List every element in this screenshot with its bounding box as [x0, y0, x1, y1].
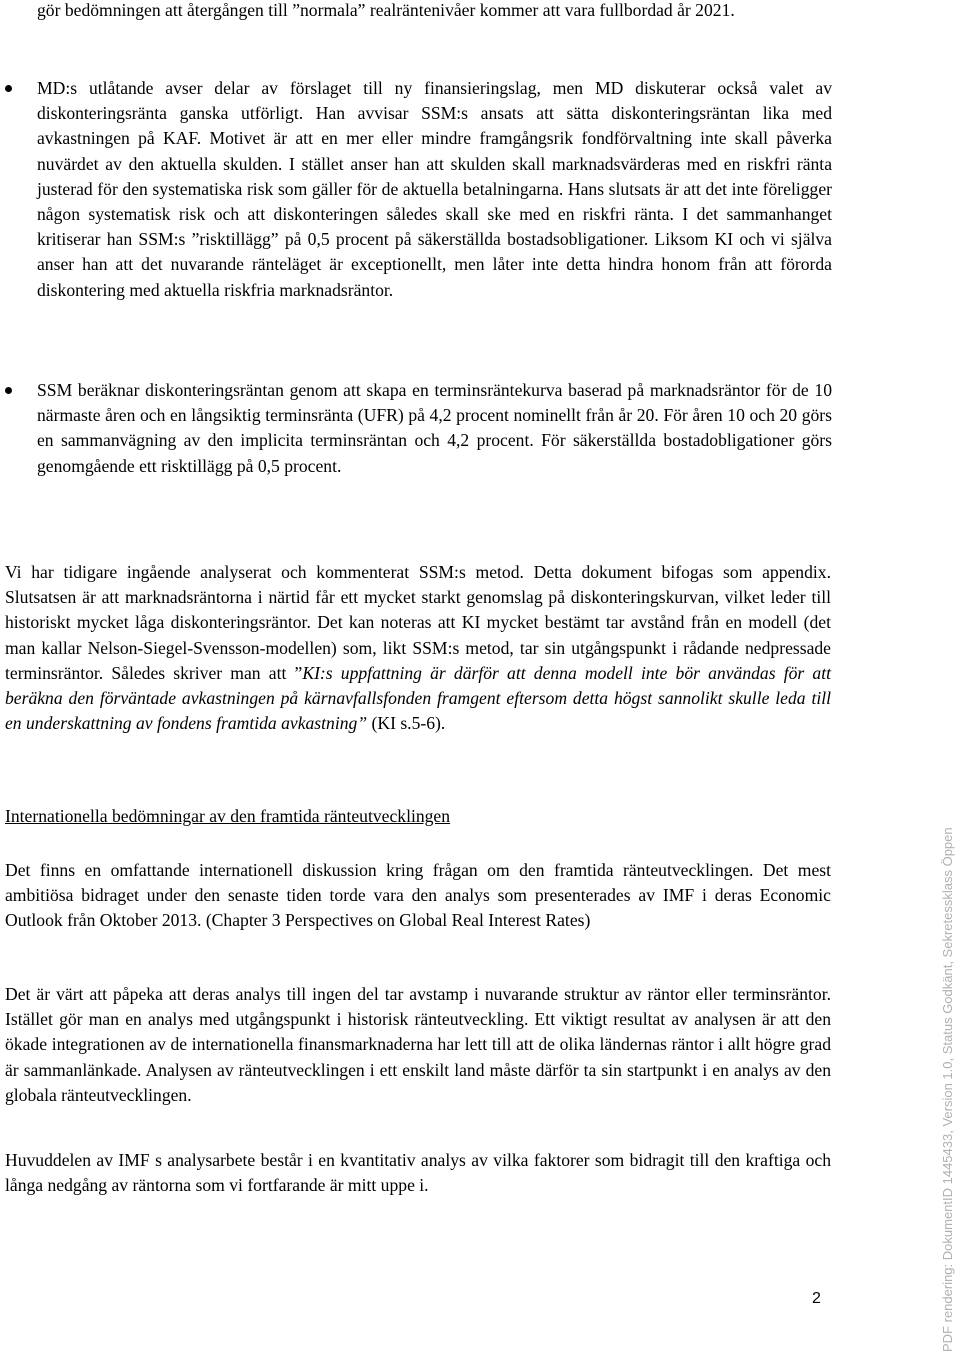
bullet-text: SSM beräknar diskonteringsräntan genom att skapa en terminsräntekurva baserad på marknadsräntor för de 10 närmaste åren och en långsiktig terminsränta (UFR) på 4,2 procent nominellt från år 20. För åren 10 och 20 görs en sammanvägning av den implicita terminsräntan och 4,2 procent. För säkerställda bostadobligationer görs genomgående ett risktillägg på 0,5 procent. — [37, 380, 832, 476]
paragraph-imf-main: Huvuddelen av IMF s analysarbete består i en kvantitativ analys av vilka faktorer som bidragit till den kraftiga och långa nedgång av räntorna som vi fortfarande är mitt uppe i. — [5, 1150, 831, 1196]
pdf-rendering-stamp: PDF rendering: DokumentID 1445433, Version 1.0, Status Godkänt, Sekretessklass Öppen — [940, 827, 955, 1352]
bullet-item-md — [37, 76, 832, 303]
paragraph-tail: (KI s.5-6). — [367, 713, 446, 734]
paragraph-imf-analysis: Det är värt att påpeka att deras analys till ingen del tar avstamp i nuvarande struktur av räntor eller terminsräntor. Istället gör man en analys med utgångspunkt i historisk ränteutveckling. Ett viktigt resultat av analysen är att den ökade integrationen av de internationella finansmarknaderna har lett till att de olika ländernas räntor i allt högre grad är sammanlänkade. Analysen av ränteutvecklingen i ett enskilt land måste därför ta sin startpunkt i en analys av den globala ränteutvecklingen. — [5, 984, 831, 1105]
paragraph-imf-intro: Det finns en omfattande internationell diskussion kring frågan om den framtida ränteutvecklingen. Det mest ambitiösa bidraget under den senaste tiden torde vara den analys som presenterades av IMF i deras Economic Outlook från Oktober 2013. (Chapter 3 Perspectives on Global Real Interest Rates) — [5, 860, 831, 931]
section-heading: Internationella bedömningar av den framtida ränteutvecklingen — [5, 806, 451, 826]
bullet-text: gör bedömningen att återgången till ”normala” realräntenivåer kommer att vara fullbordad år 2021. — [37, 0, 735, 20]
bullet-text: MD:s utlåtande avser delar av förslaget till ny finansieringslag, men MD diskuterar också valet av diskonteringsränta ganska utförligt. Han avvisar SSM:s ansats att sätta diskonteringsräntan lika med avkastningen på KAF. Motivet är att en mer eller mindre framgångsrik fondförvaltning inte skall påverka nuvärdet av den aktuella skulden. I stället anser han att skulden skall marknadsvärderas med en riskfri ränta justerad för den systematiska risk som gäller för de aktuella betalningarna. Hans slutsats är att det inte föreligger någon systematisk risk och att diskonteringen således skall ske med en riskfri ränta. I det sammanhanget kritiserar han SSM:s ”risktillägg” på 0,5 procent på säkerställda bostadsobligationer. Liksom KI och vi själva anser han att det nuvarande ränteläget är exceptionellt, men låter inte detta hindra honom från att förorda diskontering med aktuella riskfria marknadsräntor. — [37, 78, 832, 300]
bullet-dot-icon — [5, 387, 12, 394]
page-number: 2 — [812, 1290, 821, 1307]
paragraph-lead: Vi har tidigare ingående analyserat och kommenterat SSM:s metod. Detta dokument bifogas som appendix. Slutsatsen är att marknadsräntorna i närtid får ett mycket starkt genomslag på diskonteringskurvan, vilket leder till historiskt mycket låga diskonteringsräntor. Det kan noteras att KI mycket bestämt tar avstånd från en modell (det man kallar Nelson-Siegel-Svensson-modellen) som, likt SSM:s metod, tar sin utgångspunkt i rådande nedpressade terminsräntor. Således skriver man att ” — [5, 562, 831, 683]
paragraph-appendix — [5, 560, 831, 736]
bullet-dot-icon — [5, 85, 12, 92]
kI-quote: KI:s uppfattning är därför att denna modell inte bör användas för att beräkna den förväntade avkastningen på kärnavfallsfonden framgent eftersom detta högst sannolikt skulle leda till en underskattning av fondens framtida avkastning” — [5, 662, 832, 734]
bullet-item-ssm — [37, 378, 832, 479]
bullet-continuation — [37, 0, 832, 23]
